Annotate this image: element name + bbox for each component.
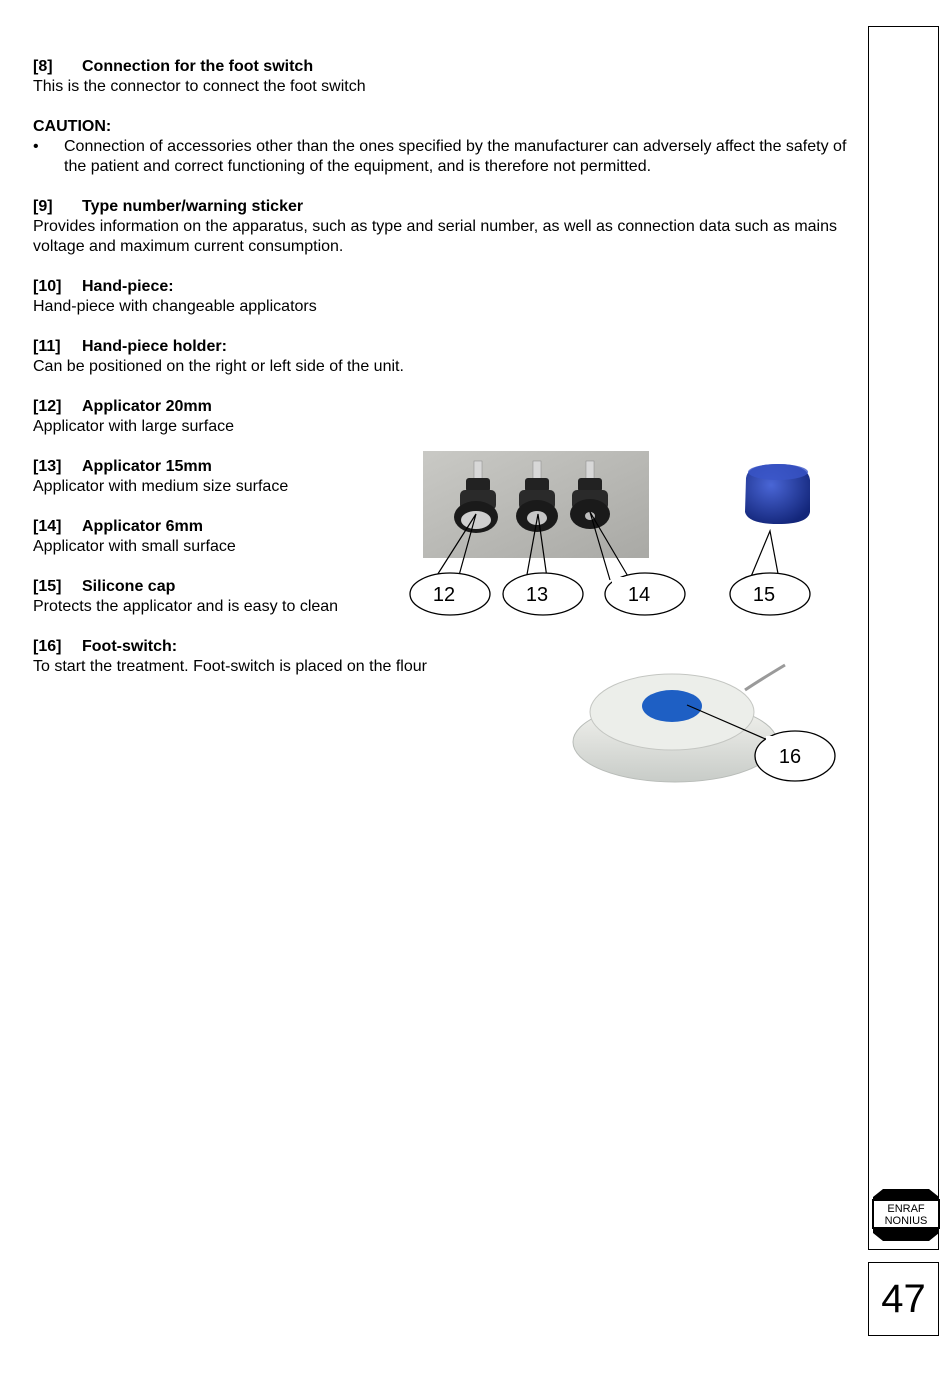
section-number: [14]: [33, 518, 62, 535]
section-text: Applicator with small surface: [33, 538, 236, 555]
silicone-cap-image: [745, 464, 810, 524]
callout-12-label: 12: [432, 584, 456, 606]
section-number: [8]: [33, 58, 53, 75]
callout-14-label: 14: [627, 584, 651, 606]
section-number: [15]: [33, 578, 62, 595]
logo-line2: NONIUS: [884, 1215, 928, 1227]
section-text: Can be positioned on the right or left side of the unit.: [33, 358, 404, 375]
enraf-nonius-logo: [871, 1187, 941, 1243]
foot-switch-image: [573, 665, 785, 782]
section-text: This is the connector to connect the foot switch: [33, 78, 366, 95]
section-number: [16]: [33, 638, 62, 655]
section-title: Silicone cap: [82, 578, 176, 595]
section-text: To start the treatment. Foot-switch is placed on the flour: [33, 658, 427, 675]
section-number: [11]: [33, 338, 61, 355]
section-number: [9]: [33, 198, 53, 215]
section-title: Applicator 6mm: [82, 518, 203, 535]
section-title: Applicator 15mm: [82, 458, 212, 475]
section-title: Hand-piece:: [82, 278, 174, 295]
section-title: Type number/warning sticker: [82, 198, 304, 215]
page-number: 47: [868, 1262, 939, 1336]
callout-13-label: 13: [525, 584, 549, 606]
section-text: Provides information on the apparatus, such as type and serial number, as well as connection data such as mains voltage and maximum current consumption.: [33, 218, 838, 255]
sidebar-frame: [868, 26, 939, 1250]
section-text: Hand-piece with changeable applicators: [33, 298, 317, 315]
section-number: [13]: [33, 458, 62, 475]
applicators-photo: [423, 451, 649, 558]
section-title: Applicator 20mm: [82, 398, 212, 415]
callout-15-label: 15: [752, 584, 776, 606]
caution-title: CAUTION:: [33, 118, 112, 135]
caution-text: Connection of accessories other than the ones specified by the manufacturer can adversely affect the safety of the patient and correct functioning of the equipment, and is therefore not permitted.: [64, 138, 847, 175]
section-text: Applicator with medium size surface: [33, 478, 289, 495]
callout-16-label: 16: [778, 746, 802, 768]
section-title: Connection for the foot switch: [82, 58, 314, 75]
section-number: [10]: [33, 278, 62, 295]
section-number: [12]: [33, 398, 62, 415]
section-text: Applicator with large surface: [33, 418, 234, 435]
section-text: Protects the applicator and is easy to clean: [33, 598, 339, 615]
logo-line1: ENRAF: [887, 1203, 925, 1215]
section-title: Foot-switch:: [82, 638, 178, 655]
section-title: Hand-piece holder:: [82, 338, 227, 355]
bullet-icon: •: [33, 138, 39, 155]
